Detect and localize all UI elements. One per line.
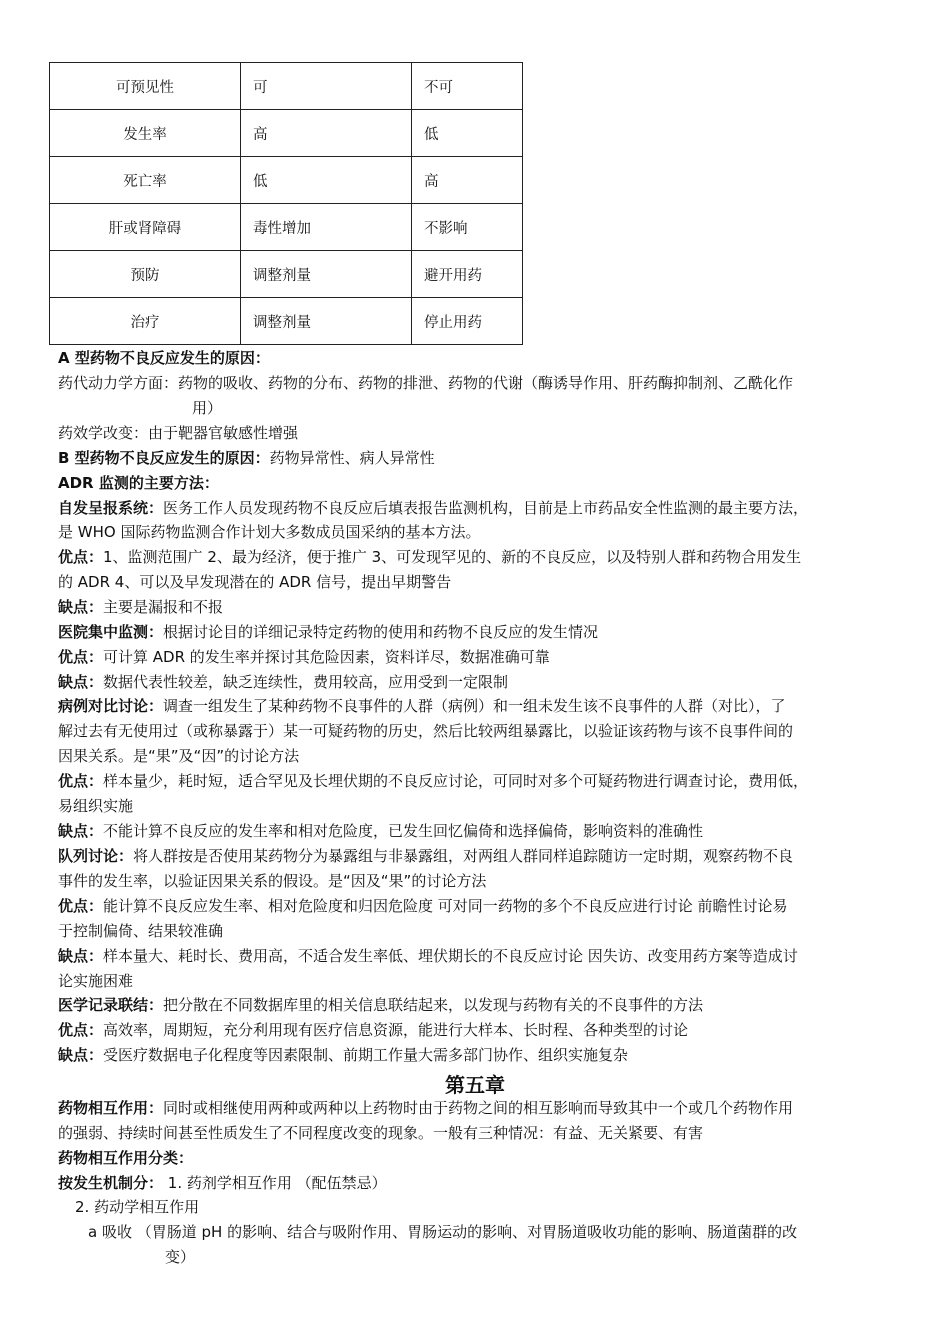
table-row: [50, 204, 523, 251]
cohort-adv-2: 于控制偏倚、结果较准确: [58, 922, 224, 940]
mechanism-line-2: 2. 药动学相互作用: [75, 1198, 200, 1216]
table-cell: 可预见性: [50, 63, 241, 110]
table-cell: 肝或肾障碍: [50, 204, 241, 251]
case-control-adv-2: 易组织实施: [58, 797, 134, 815]
case-control-line-3: 因果关系。是“果”及“因”的讨论方法: [58, 747, 300, 765]
table-cell: 停止用药: [412, 298, 523, 345]
table-cell: 死亡率: [50, 157, 241, 204]
case-control-dis: 缺点：不能计算不良反应的发生率和相对危险度，已发生回忆偏倚和选择偏倚，影响资料的准确性: [58, 822, 704, 840]
b-type-line: B 型药物不良反应发生的原因：药物异常性、病人异常性: [58, 449, 435, 467]
table-cell: 低: [241, 157, 412, 204]
cohort-dis-2: 论实施困难: [58, 972, 134, 990]
absorption-line-1: a 吸收 （胃肠道 pH 的影响、结合与吸附作用、胃肠运动的影响、对胃肠道吸收功能的影响、肠道菌群的改: [88, 1223, 798, 1241]
record-linkage-dis: 缺点：受医疗数据电子化程度等因素限制、前期工作量大需多部门协作、组织实施复杂: [58, 1046, 629, 1064]
record-linkage-adv: 优点：高效率，周期短，充分利用现有医疗信息资源，能进行大样本、长时程、各种类型的讨论: [58, 1021, 689, 1039]
spontaneous-adv-2: 的 ADR 4、可以及早发现潜在的 ADR 信号，提出早期警告: [58, 573, 452, 591]
cohort-line-2: 事件的发生率，以验证因果关系的假设。是“因及“果”的讨论方法: [58, 872, 487, 890]
hospital-line: 医院集中监测：根据讨论目的详细记录特定药物的使用和药物不良反应的发生情况: [58, 623, 599, 641]
table-row: [50, 63, 523, 110]
case-control-adv-1: 优点：样本量少，耗时短，适合罕见及长埋伏期的不良反应讨论，可同时对多个可疑药物进行调查讨论，费用低，: [58, 772, 809, 790]
absorption-line-2: 变）: [165, 1248, 196, 1266]
record-linkage-line: 医学记录联结：把分散在不同数据库里的相关信息联结起来，以发现与药物有关的不良事件的方法: [58, 996, 704, 1014]
table-cell: 调整剂量: [241, 251, 412, 298]
spontaneous-dis: 缺点：主要是漏报和不报: [58, 598, 224, 616]
interaction-def-1: 药物相互作用：同时或相继使用两种或两种以上药物时由于药物之间的相互影响而导致其中一个或几个药物作用: [58, 1099, 794, 1117]
pk-line-cont: 用）: [192, 399, 223, 417]
table-row: [50, 298, 523, 345]
spontaneous-adv-1: 优点：1、监测范围广 2、最为经济，便于推广 3、可发现罕见的、新的不良反应，以及特别人群和药物合用发生: [58, 548, 802, 566]
table-cell: 毒性增加: [241, 204, 412, 251]
interaction-def-2: 的强弱、持续时间甚至性质发生了不同程度改变的现象。一般有三种情况：有益、无关紧要、有害: [58, 1124, 704, 1142]
spontaneous-line-1: 自发呈报系统：医务工作人员发现药物不良反应后填表报告监测机构，目前是上市药品安全性监测的最主要方法，: [58, 499, 809, 517]
pd-line: 药效学改变：由于靶器官敏感性增强: [58, 424, 299, 442]
table-cell: 预防: [50, 251, 241, 298]
case-control-line-1: 病例对比讨论：调查一组发生了某种药物不良事件的人群（病例）和一组未发生该不良事件的人群（对比），了: [58, 697, 786, 715]
pk-line: 药代动力学方面：药物的吸收、药物的分布、药物的排泄、药物的代谢（酶诱导作用、肝药酶抑制剂、乙酰化作: [58, 374, 794, 392]
table-cell: 不影响: [412, 204, 523, 251]
spontaneous-line-2: 是 WHO 国际药物监测合作计划大多数成员国采纳的基本方法。: [58, 523, 481, 541]
table-cell: 治疗: [50, 298, 241, 345]
adr-heading: ADR 监测的主要方法：: [58, 474, 219, 492]
table-row: [50, 157, 523, 204]
table-cell: 高: [412, 157, 523, 204]
table-cell: 避开用药: [412, 251, 523, 298]
table-cell: 发生率: [50, 110, 241, 157]
table-row: [50, 251, 523, 298]
table-cell: 高: [241, 110, 412, 157]
case-control-line-2: 解过去有无使用过（或称暴露于）某一可疑药物的历史，然后比较两组暴露比，以验证该药物与该不良事件间的: [58, 722, 794, 740]
hospital-dis: 缺点：数据代表性较差，缺乏连续性，费用较高，应用受到一定限制: [58, 673, 509, 691]
mechanism-line-1: 按发生机制分： 1. 药剂学相互作用 （配伍禁忌）: [58, 1174, 387, 1192]
table-cell: 可: [241, 63, 412, 110]
cohort-line-1: 队列讨论：将人群按是否使用某药物分为暴露组与非暴露组，对两组人群同样追踪随访一定时期，观察药物不良: [58, 847, 794, 865]
cohort-dis-1: 缺点：样本量大、耗时长、费用高，不适合发生率低、埋伏期长的不良反应讨论 因失访、改变用药方案等造成讨: [58, 947, 798, 965]
table-cell: 调整剂量: [241, 298, 412, 345]
interaction-class-heading: 药物相互作用分类：: [58, 1149, 194, 1167]
cohort-adv-1: 优点：能计算不良反应发生率、相对危险度和归因危险度 可对同一药物的多个不良反应进行讨论 前瞻性讨论易: [58, 897, 788, 915]
comparison-table: [49, 62, 523, 345]
table-cell: 不可: [412, 63, 523, 110]
chapter-title: 第五章: [445, 1073, 505, 1097]
a-type-heading: A 型药物不良反应发生的原因：: [58, 349, 270, 367]
table-row: [50, 110, 523, 157]
hospital-adv: 优点：可计算 ADR 的发生率并探讨其危险因素，资料详尽，数据准确可靠: [58, 648, 550, 666]
table-cell: 低: [412, 110, 523, 157]
